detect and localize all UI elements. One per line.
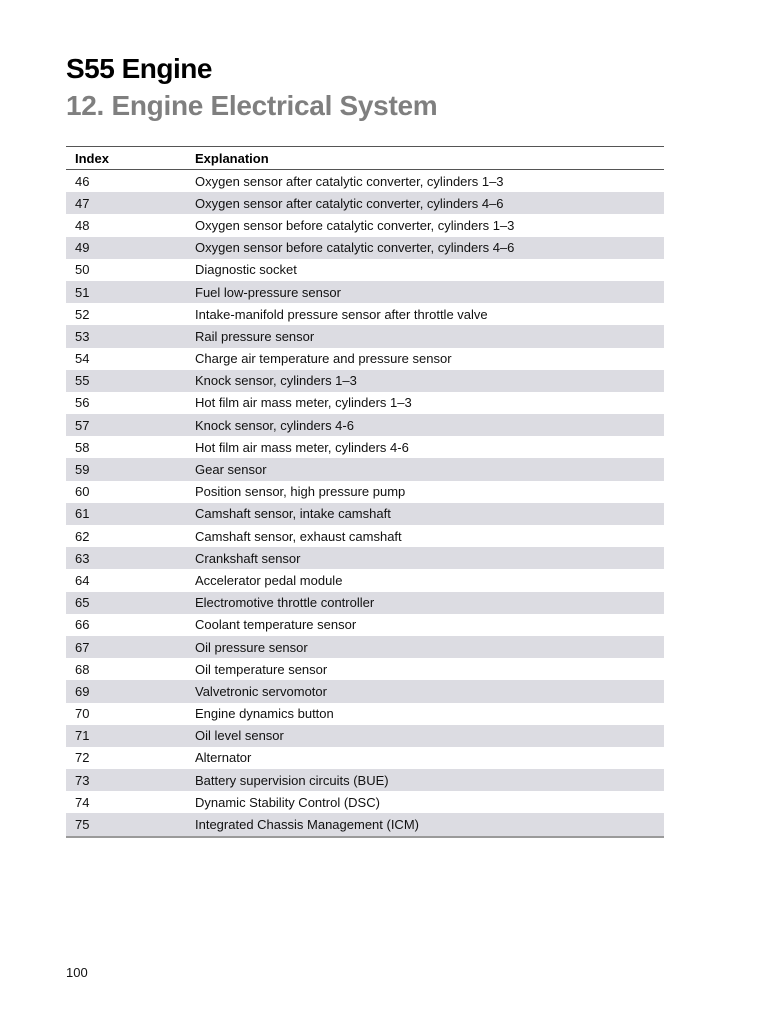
- table-row: [66, 614, 664, 636]
- table-row: [66, 547, 664, 569]
- row-index: 75: [75, 817, 90, 833]
- row-index: 62: [75, 528, 90, 544]
- table-row: [66, 414, 664, 436]
- row-explanation: Knock sensor, cylinders 1–3: [195, 373, 357, 389]
- table-row: [66, 525, 664, 547]
- row-explanation: Electromotive throttle controller: [195, 595, 375, 611]
- table-row: [66, 791, 664, 813]
- index-table: [66, 146, 664, 838]
- row-explanation: Oil pressure sensor: [195, 639, 308, 655]
- table-row: [66, 458, 664, 480]
- row-index: 73: [75, 772, 90, 788]
- table-row: [66, 237, 664, 259]
- row-explanation: Hot film air mass meter, cylinders 1–3: [195, 395, 412, 411]
- row-explanation: Accelerator pedal module: [195, 572, 343, 588]
- table-row: [66, 813, 664, 835]
- section-title: 12. Engine Electrical System: [66, 90, 438, 121]
- table-row: [66, 592, 664, 614]
- table-row: [66, 658, 664, 680]
- table-row: [66, 769, 664, 791]
- table-row: [66, 503, 664, 525]
- table-row: [66, 192, 664, 214]
- row-explanation: Crankshaft sensor: [195, 550, 301, 566]
- row-index: 57: [75, 417, 90, 433]
- row-index: 61: [75, 506, 90, 522]
- column-header-explanation: Explanation: [195, 150, 269, 166]
- row-index: 65: [75, 595, 90, 611]
- row-explanation: Fuel low-pressure sensor: [195, 284, 341, 300]
- row-index: 70: [75, 706, 90, 722]
- row-index: 51: [75, 284, 90, 300]
- page-number: 100: [66, 965, 88, 980]
- table-row: [66, 370, 664, 392]
- row-explanation: Oxygen sensor after catalytic converter, cylinders 4–6: [195, 195, 504, 211]
- row-index: 66: [75, 617, 90, 633]
- row-index: 72: [75, 750, 90, 766]
- table-row: [66, 703, 664, 725]
- row-explanation: Battery supervision circuits (BUE): [195, 772, 389, 788]
- row-index: 48: [75, 217, 90, 233]
- table-row: [66, 725, 664, 747]
- column-header-index: Index: [75, 150, 109, 166]
- row-explanation: Oxygen sensor before catalytic converter, cylinders 1–3: [195, 217, 515, 233]
- row-index: 54: [75, 351, 90, 367]
- table-row: [66, 170, 664, 192]
- table-row: [66, 436, 664, 458]
- row-explanation: Valvetronic servomotor: [195, 683, 327, 699]
- row-explanation: Knock sensor, cylinders 4-6: [195, 417, 354, 433]
- row-index: 60: [75, 484, 90, 500]
- row-explanation: Charge air temperature and pressure sensor: [195, 351, 452, 367]
- table-row: [66, 569, 664, 591]
- table-header: [66, 147, 664, 170]
- row-explanation: Intake-manifold pressure sensor after throttle valve: [195, 306, 488, 322]
- row-index: 59: [75, 462, 90, 478]
- row-index: 64: [75, 572, 90, 588]
- row-index: 46: [75, 173, 90, 189]
- row-index: 56: [75, 395, 90, 411]
- row-index: 63: [75, 550, 90, 566]
- row-explanation: Camshaft sensor, intake camshaft: [195, 506, 391, 522]
- table-row: [66, 303, 664, 325]
- table-row: [66, 259, 664, 281]
- table-row: [66, 392, 664, 414]
- row-explanation: Coolant temperature sensor: [195, 617, 357, 633]
- table-row: [66, 281, 664, 303]
- table-row: [66, 325, 664, 347]
- row-explanation: Oil temperature sensor: [195, 661, 328, 677]
- row-explanation: Diagnostic socket: [195, 262, 297, 278]
- row-explanation: Alternator: [195, 750, 252, 766]
- row-index: 71: [75, 728, 90, 744]
- document-title: S55 Engine: [66, 53, 212, 84]
- row-explanation: Oxygen sensor after catalytic converter, cylinders 1–3: [195, 173, 504, 189]
- table-row: [66, 481, 664, 503]
- row-index: 69: [75, 683, 90, 699]
- table-row: [66, 636, 664, 658]
- row-explanation: Integrated Chassis Management (ICM): [195, 817, 419, 833]
- row-index: 52: [75, 306, 90, 322]
- row-index: 53: [75, 328, 90, 344]
- row-explanation: Oxygen sensor before catalytic converter, cylinders 4–6: [195, 240, 515, 256]
- row-index: 50: [75, 262, 90, 278]
- row-explanation: Hot film air mass meter, cylinders 4-6: [195, 439, 409, 455]
- table-row: [66, 214, 664, 236]
- row-explanation: Gear sensor: [195, 462, 267, 478]
- row-index: 55: [75, 373, 90, 389]
- row-explanation: Position sensor, high pressure pump: [195, 484, 406, 500]
- table-row: [66, 348, 664, 370]
- row-explanation: Dynamic Stability Control (DSC): [195, 794, 380, 810]
- table-row: [66, 680, 664, 702]
- row-index: 68: [75, 661, 90, 677]
- row-index: 74: [75, 794, 90, 810]
- table-row: [66, 747, 664, 769]
- row-explanation: Camshaft sensor, exhaust camshaft: [195, 528, 402, 544]
- table-body: [66, 170, 664, 836]
- row-explanation: Rail pressure sensor: [195, 328, 315, 344]
- row-explanation: Oil level sensor: [195, 728, 284, 744]
- row-index: 49: [75, 240, 90, 256]
- row-index: 47: [75, 195, 90, 211]
- row-explanation: Engine dynamics button: [195, 706, 334, 722]
- row-index: 58: [75, 439, 90, 455]
- row-index: 67: [75, 639, 90, 655]
